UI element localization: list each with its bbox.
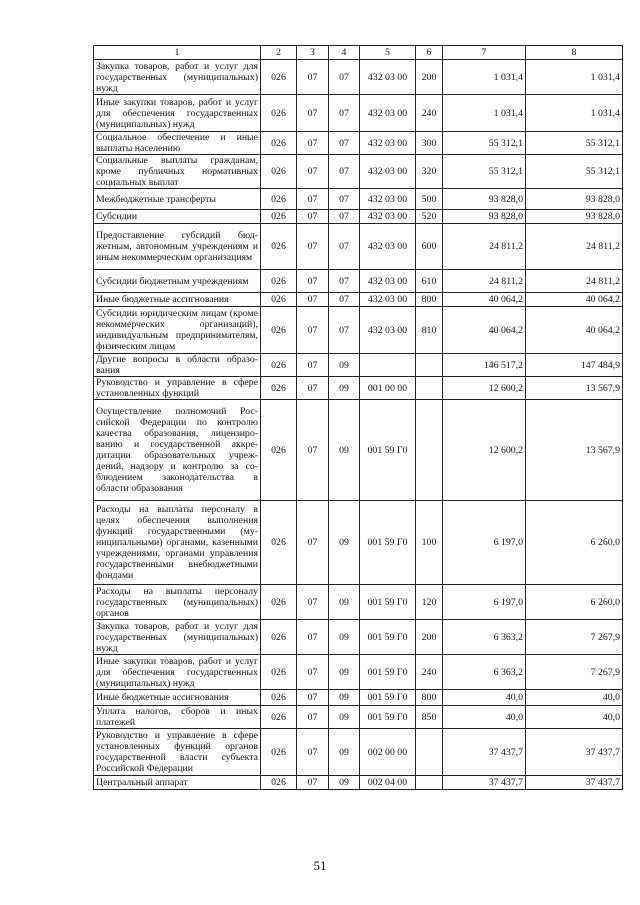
cell-name: Иные закупки товаров, работ и услуг для обеспечения государственных (муниципальных) нужд	[94, 655, 261, 690]
table-row	[94, 307, 623, 354]
col-header: 7	[443, 46, 526, 60]
cell-c7: 40,0	[443, 690, 526, 706]
cell-c7: 40 064,2	[443, 293, 526, 307]
cell-c5: 432 03 00	[360, 155, 416, 189]
table-row	[94, 95, 623, 132]
cell-c8: 55 312,1	[526, 132, 623, 155]
cell-c7: 55 312,1	[443, 155, 526, 189]
cell-name: Субсидии бюджетным учреждениям	[94, 270, 261, 293]
cell-c7: 40 064,2	[443, 307, 526, 354]
cell-c6: 800	[416, 293, 443, 307]
cell-c4: 09	[329, 354, 360, 377]
col-header: 3	[297, 46, 329, 60]
cell-c7: 146 517,2	[443, 354, 526, 377]
cell-c2: 026	[261, 132, 297, 155]
cell-name: Закупка товаров, работ и услуг для государственных (муниципальных) нужд	[94, 620, 261, 655]
cell-c3: 07	[297, 270, 329, 293]
cell-c5: 001 59 Г0	[360, 690, 416, 706]
cell-c4: 07	[329, 293, 360, 307]
cell-c3: 07	[297, 95, 329, 132]
col-header: 1	[94, 46, 261, 60]
cell-c6: 300	[416, 132, 443, 155]
cell-c8: 1 031,4	[526, 95, 623, 132]
cell-c2: 026	[261, 776, 297, 790]
cell-c3: 07	[297, 224, 329, 270]
cell-c3: 07	[297, 620, 329, 655]
cell-c5: 432 03 00	[360, 210, 416, 224]
cell-c6: 810	[416, 307, 443, 354]
cell-c5: 432 03 00	[360, 60, 416, 95]
col-header: 6	[416, 46, 443, 60]
cell-c5: 432 03 00	[360, 270, 416, 293]
table-row	[94, 210, 623, 224]
cell-c7: 12 600,2	[443, 377, 526, 400]
cell-c8: 93 828,0	[526, 210, 623, 224]
table-row	[94, 155, 623, 189]
table-row	[94, 354, 623, 377]
col-header: 5	[360, 46, 416, 60]
cell-c8: 55 312,1	[526, 155, 623, 189]
cell-c3: 07	[297, 210, 329, 224]
cell-c5: 001 59 Г0	[360, 400, 416, 501]
cell-c8: 40,0	[526, 690, 623, 706]
cell-c6: 500	[416, 189, 443, 210]
cell-c5: 432 03 00	[360, 224, 416, 270]
cell-c2: 026	[261, 690, 297, 706]
cell-c6	[416, 729, 443, 776]
cell-c7: 93 828,0	[443, 210, 526, 224]
cell-c4: 07	[329, 307, 360, 354]
cell-c6: 200	[416, 60, 443, 95]
cell-c7: 6 363,2	[443, 620, 526, 655]
cell-c4: 09	[329, 690, 360, 706]
table-row	[94, 400, 623, 501]
cell-c8: 40 064,2	[526, 293, 623, 307]
cell-name: Расходы на выплаты персоналу в целях обеспечения выполнения функций государственными (муниципальными) органами, казенными учреждениями, органами управления государственными внебюджетными фондами	[94, 501, 261, 585]
cell-c4: 07	[329, 210, 360, 224]
cell-c7: 55 312,1	[443, 132, 526, 155]
cell-c8: 24 811,2	[526, 270, 623, 293]
cell-c2: 026	[261, 95, 297, 132]
cell-c4: 07	[329, 60, 360, 95]
cell-c7: 40,0	[443, 706, 526, 729]
cell-c6: 100	[416, 501, 443, 585]
cell-c8: 13 567,9	[526, 400, 623, 501]
cell-c5: 001 59 Г0	[360, 706, 416, 729]
cell-c2: 026	[261, 706, 297, 729]
cell-name: Расходы на выплаты персоналу государственных (муниципальных) органов	[94, 585, 261, 620]
cell-c2: 026	[261, 501, 297, 585]
cell-c2: 026	[261, 210, 297, 224]
cell-c2: 026	[261, 354, 297, 377]
cell-c6: 200	[416, 620, 443, 655]
cell-name: Межбюджетные трансферты	[94, 189, 261, 210]
cell-c7: 1 031,4	[443, 95, 526, 132]
cell-name: Социальное обеспечение и иные выплаты населению	[94, 132, 261, 155]
table-row	[94, 655, 623, 690]
cell-c7: 37 437,7	[443, 729, 526, 776]
cell-c8: 6 260,0	[526, 501, 623, 585]
table-row	[94, 776, 623, 790]
cell-c3: 07	[297, 690, 329, 706]
cell-c4: 09	[329, 776, 360, 790]
cell-c2: 026	[261, 655, 297, 690]
cell-c4: 09	[329, 729, 360, 776]
cell-c2: 026	[261, 155, 297, 189]
cell-c3: 07	[297, 377, 329, 400]
cell-c2: 026	[261, 307, 297, 354]
cell-c3: 07	[297, 501, 329, 585]
cell-c2: 026	[261, 270, 297, 293]
table-row	[94, 189, 623, 210]
cell-c4: 07	[329, 132, 360, 155]
cell-c8: 24 811,2	[526, 224, 623, 270]
cell-c3: 07	[297, 585, 329, 620]
cell-c5: 001 59 Г0	[360, 501, 416, 585]
cell-c2: 026	[261, 620, 297, 655]
cell-c6: 600	[416, 224, 443, 270]
table-row	[94, 690, 623, 706]
cell-c8: 37 437,7	[526, 729, 623, 776]
cell-c4: 09	[329, 706, 360, 729]
cell-name: Иные бюджетные ассигнования	[94, 690, 261, 706]
cell-c8: 7 267,9	[526, 655, 623, 690]
table-row	[94, 620, 623, 655]
cell-c5: 432 03 00	[360, 293, 416, 307]
cell-c7: 12 600,2	[443, 400, 526, 501]
col-header: 8	[526, 46, 623, 60]
cell-c7: 93 828,0	[443, 189, 526, 210]
cell-c8: 147 484,9	[526, 354, 623, 377]
cell-name: Осуществление полномочий Российской Федерации по контролю качества образования, лицензированию и государственной аккредитации образовательных учреждений, надзору и контролю за соблюдением законодательства в области образования	[94, 400, 261, 501]
cell-c5: 002 00 00	[360, 729, 416, 776]
budget-table	[93, 45, 623, 790]
col-header: 2	[261, 46, 297, 60]
cell-c7: 6 197,0	[443, 501, 526, 585]
cell-c4: 09	[329, 501, 360, 585]
table-row	[94, 293, 623, 307]
cell-c7: 1 031,4	[443, 60, 526, 95]
cell-name: Предоставление субсидий бюджетным, автономным учреждениям и иным некоммерческим организациям	[94, 224, 261, 270]
table-row	[94, 60, 623, 95]
cell-c4: 09	[329, 400, 360, 501]
cell-c6	[416, 377, 443, 400]
table-row	[94, 270, 623, 293]
cell-name: Центральный аппарат	[94, 776, 261, 790]
cell-c5	[360, 354, 416, 377]
cell-c6: 850	[416, 706, 443, 729]
cell-c3: 07	[297, 776, 329, 790]
cell-c5: 432 03 00	[360, 95, 416, 132]
cell-c5: 001 00 00	[360, 377, 416, 400]
cell-c5: 432 03 00	[360, 189, 416, 210]
cell-name: Субсидии	[94, 210, 261, 224]
cell-c7: 24 811,2	[443, 270, 526, 293]
cell-name: Иные бюджетные ассигнования	[94, 293, 261, 307]
table-row	[94, 132, 623, 155]
cell-c2: 026	[261, 189, 297, 210]
cell-c4: 07	[329, 189, 360, 210]
cell-c5: 001 59 Г0	[360, 620, 416, 655]
cell-c4: 09	[329, 620, 360, 655]
cell-name: Другие вопросы в области образования	[94, 354, 261, 377]
cell-c3: 07	[297, 307, 329, 354]
cell-c5: 432 03 00	[360, 307, 416, 354]
cell-c3: 07	[297, 60, 329, 95]
cell-c2: 026	[261, 224, 297, 270]
cell-name: Уплата налогов, сборов и иных платежей	[94, 706, 261, 729]
table-row	[94, 706, 623, 729]
cell-c4: 07	[329, 155, 360, 189]
cell-c5: 002 04 00	[360, 776, 416, 790]
table-row	[94, 585, 623, 620]
cell-c8: 6 260,0	[526, 585, 623, 620]
cell-c6: 520	[416, 210, 443, 224]
cell-c6: 610	[416, 270, 443, 293]
cell-c8: 37 437,7	[526, 776, 623, 790]
cell-name: Закупка товаров, работ и услуг для государственных (муниципальных) нужд	[94, 60, 261, 95]
cell-name: Руководство и управление в сфере установленных функций	[94, 377, 261, 400]
cell-c4: 09	[329, 585, 360, 620]
cell-c3: 07	[297, 189, 329, 210]
cell-name: Социальные выплаты гражданам, кроме публичных нормативных социальных выплат	[94, 155, 261, 189]
cell-c3: 07	[297, 132, 329, 155]
cell-c8: 13 567,9	[526, 377, 623, 400]
cell-c6	[416, 400, 443, 501]
cell-c6: 120	[416, 585, 443, 620]
cell-c7: 24 811,2	[443, 224, 526, 270]
cell-c4: 07	[329, 224, 360, 270]
cell-c6: 800	[416, 690, 443, 706]
cell-c8: 40,0	[526, 706, 623, 729]
cell-c2: 026	[261, 293, 297, 307]
cell-c5: 001 59 Г0	[360, 585, 416, 620]
cell-name: Руководство и управление в сфере установленных функций органов государственной власти субъекта Российской Федерации	[94, 729, 261, 776]
cell-c3: 07	[297, 293, 329, 307]
cell-c3: 07	[297, 354, 329, 377]
cell-c7: 6 197,0	[443, 585, 526, 620]
cell-c5: 001 59 Г0	[360, 655, 416, 690]
table-row	[94, 224, 623, 270]
cell-c2: 026	[261, 729, 297, 776]
cell-c6: 240	[416, 655, 443, 690]
cell-c2: 026	[261, 377, 297, 400]
cell-c8: 93 828,0	[526, 189, 623, 210]
cell-c7: 6 363,2	[443, 655, 526, 690]
cell-c3: 07	[297, 729, 329, 776]
table-row	[94, 377, 623, 400]
cell-c3: 07	[297, 400, 329, 501]
table-row	[94, 729, 623, 776]
col-header: 4	[329, 46, 360, 60]
cell-c8: 7 267,9	[526, 620, 623, 655]
cell-c4: 07	[329, 270, 360, 293]
cell-c3: 07	[297, 655, 329, 690]
header-row	[94, 46, 623, 60]
cell-name: Иные закупки товаров, работ и услуг для обеспечения государственных (муниципальных) нужд	[94, 95, 261, 132]
cell-c4: 09	[329, 377, 360, 400]
table-row	[94, 501, 623, 585]
cell-c6: 320	[416, 155, 443, 189]
cell-c8: 40 064,2	[526, 307, 623, 354]
cell-name: Субсидии юридическим лицам (кроме некоммерческих организаций), индивидуальным предпринимателям, физическим лицам	[94, 307, 261, 354]
cell-c4: 09	[329, 655, 360, 690]
cell-c3: 07	[297, 706, 329, 729]
page-number: 51	[313, 858, 327, 873]
cell-c5: 432 03 00	[360, 132, 416, 155]
cell-c2: 026	[261, 60, 297, 95]
cell-c6: 240	[416, 95, 443, 132]
cell-c8: 1 031,4	[526, 60, 623, 95]
cell-c6	[416, 354, 443, 377]
cell-c7: 37 437,7	[443, 776, 526, 790]
cell-c6	[416, 776, 443, 790]
cell-c2: 026	[261, 585, 297, 620]
cell-c4: 07	[329, 95, 360, 132]
cell-c2: 026	[261, 400, 297, 501]
cell-c3: 07	[297, 155, 329, 189]
